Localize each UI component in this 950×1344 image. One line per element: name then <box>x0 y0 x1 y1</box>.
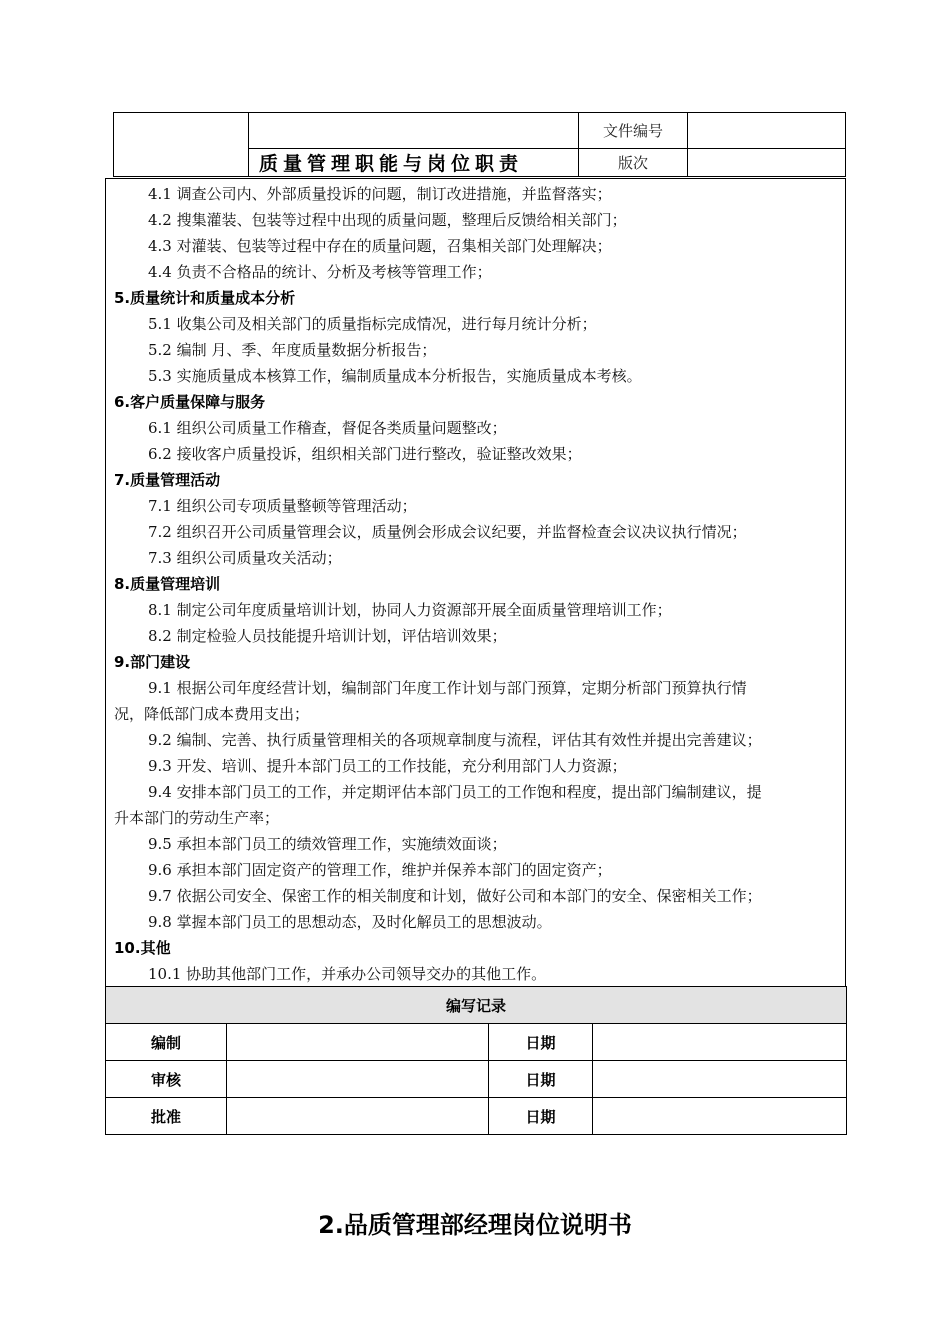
item-9-1: 9.1 根据公司年度经营计划，编制部门年度工作计划与部门预算，定期分析部门预算执行情 <box>148 679 747 697</box>
item-9-6: 9.6 承担本部门固定资产的管理工作，维护并保养本部门的固定资产； <box>148 861 612 879</box>
compile-value <box>227 1024 489 1061</box>
header-blank-cell <box>249 113 579 149</box>
item-9-3: 9.3 开发、培训、提升本部门员工的工作技能，充分利用部门人力资源； <box>148 757 627 775</box>
logo-cell <box>114 113 249 177</box>
item-4-2: 4.2 搜集灌装、包装等过程中出现的质量问题，整理后反馈给相关部门； <box>148 211 627 229</box>
review-date-label: 日期 <box>489 1061 593 1098</box>
item-6-1: 6.1 组织公司质量工作稽查，督促各类质量问题整改； <box>148 419 507 437</box>
item-4-3: 4.3 对灌装、包装等过程中存在的质量问题，召集相关部门处理解决； <box>148 237 612 255</box>
review-date-value <box>593 1061 847 1098</box>
section-8-heading: 8.质量管理培训 <box>114 575 221 593</box>
item-5-2: 5.2 编制 月、季、年度质量数据分析报告； <box>148 341 437 359</box>
content-box <box>105 178 846 987</box>
item-9-4-cont: 升本部门的劳动生产率； <box>114 809 280 827</box>
item-6-2: 6.2 接收客户质量投诉，组织相关部门进行整改，验证整改效果； <box>148 445 582 463</box>
item-4-4: 4.4 负责不合格品的统计、分析及考核等管理工作； <box>148 263 492 281</box>
item-4-1: 4.1 调查公司内、外部质量投诉的问题，制订改进措施，并监督落实； <box>148 185 612 203</box>
approve-label: 批准 <box>106 1098 227 1135</box>
compile-label: 编制 <box>106 1024 227 1061</box>
section-9-heading: 9.部门建设 <box>114 653 191 671</box>
version-label: 版次 <box>579 149 688 177</box>
record-table <box>105 986 847 1135</box>
compile-date-label: 日期 <box>489 1024 593 1061</box>
approve-date-value <box>593 1098 847 1135</box>
item-9-7: 9.7 依据公司安全、保密工作的相关制度和计划，做好公司和本部门的安全、保密相关工作； <box>148 887 762 905</box>
review-label: 审核 <box>106 1061 227 1098</box>
file-number-value <box>688 113 846 149</box>
section-7-heading: 7.质量管理活动 <box>114 471 221 489</box>
section-5-heading: 5.质量统计和质量成本分析 <box>114 289 296 307</box>
item-5-1: 5.1 收集公司及相关部门的质量指标完成情况，进行每月统计分析； <box>148 315 597 333</box>
item-7-1: 7.1 组织公司专项质量整顿等管理活动； <box>148 497 417 515</box>
next-section-title: 2.品质管理部经理岗位说明书 <box>318 1211 632 1239</box>
file-number-label: 文件编号 <box>579 113 688 149</box>
version-value <box>688 149 846 177</box>
document-header-table <box>113 112 846 177</box>
item-8-2: 8.2 制定检验人员技能提升培训计划，评估培训效果； <box>148 627 507 645</box>
item-5-3: 5.3 实施质量成本核算工作，编制质量成本分析报告，实施质量成本考核。 <box>148 367 642 385</box>
section-10-heading: 10.其他 <box>114 939 171 957</box>
item-9-5: 9.5 承担本部门员工的绩效管理工作，实施绩效面谈； <box>148 835 507 853</box>
item-7-3: 7.3 组织公司质量攻关活动； <box>148 549 342 567</box>
section-6-heading: 6.客户质量保障与服务 <box>114 393 266 411</box>
approve-date-label: 日期 <box>489 1098 593 1135</box>
item-7-2: 7.2 组织召开公司质量管理会议，质量例会形成会议纪要，并监督检查会议决议执行情况； <box>148 523 747 541</box>
item-10-1: 10.1 协助其他部门工作，并承办公司领导交办的其他工作。 <box>148 965 547 983</box>
record-heading: 编写记录 <box>106 987 847 1024</box>
item-9-2: 9.2 编制、完善、执行质量管理相关的各项规章制度与流程，评估其有效性并提出完善建议； <box>148 731 762 749</box>
item-9-4: 9.4 安排本部门员工的工作，并定期评估本部门员工的工作饱和程度，提出部门编制建议，提 <box>148 783 762 801</box>
item-9-1-cont: 况，降低部门成本费用支出； <box>114 705 310 723</box>
item-9-8: 9.8 掌握本部门员工的思想动态，及时化解员工的思想波动。 <box>148 913 552 931</box>
review-value <box>227 1061 489 1098</box>
document-title: 质量管理职能与岗位职责 <box>249 149 579 177</box>
compile-date-value <box>593 1024 847 1061</box>
item-8-1: 8.1 制定公司年度质量培训计划，协同人力资源部开展全面质量管理培训工作； <box>148 601 672 619</box>
approve-value <box>227 1098 489 1135</box>
